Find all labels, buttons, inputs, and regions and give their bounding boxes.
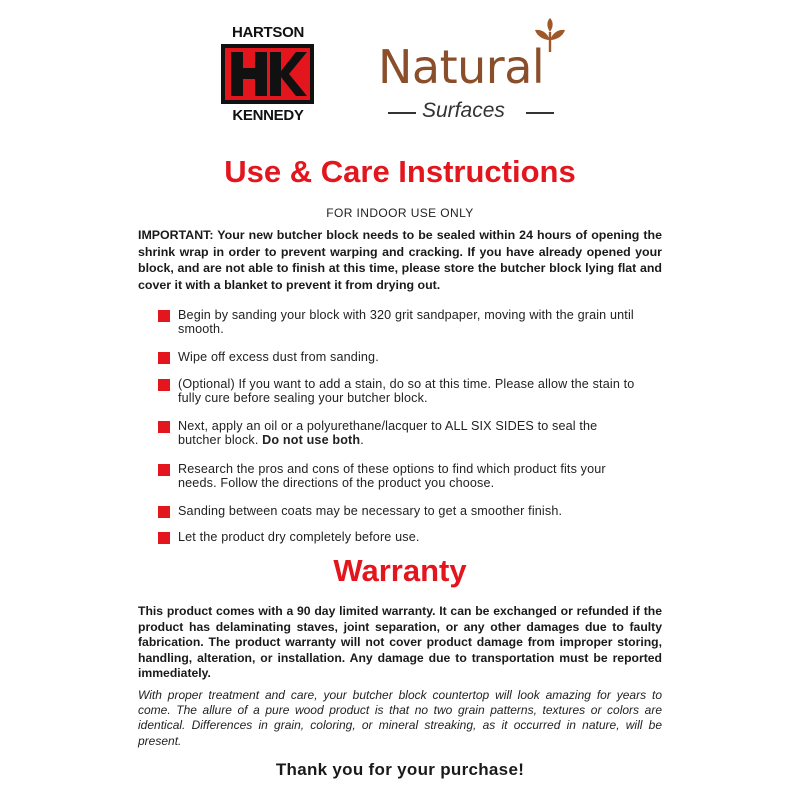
care-step	[158, 377, 658, 405]
hk-logo-bottom-text: KENNEDY	[232, 107, 304, 124]
subline-rule-right	[526, 112, 554, 114]
hartson-kennedy-logo	[220, 24, 316, 124]
indoor-use-note: FOR INDOOR USE ONLY	[326, 206, 474, 220]
care-step-text: Research the pros and cons of these options to find which product fits your needs. Follow the directions of the product you choose.	[178, 462, 606, 490]
natural-wordmark: Natural	[378, 40, 545, 94]
care-step	[158, 419, 658, 447]
care-step-text: Sanding between coats may be necessary to get a smoother finish.	[178, 504, 563, 518]
care-step	[158, 530, 658, 544]
care-step-emphasis: Do not use both	[262, 433, 361, 447]
logo-bar	[0, 18, 800, 130]
important-notice: IMPORTANT: Your new butcher block needs to be sealed within 24 hours of opening the shrink wrap in order to prevent warping and cracking. If you have already opened your block, and are not able to finish at this time, please store the butcher block lying flat and cover it with a blanket to prevent it from drying out.	[138, 228, 662, 292]
care-step	[158, 504, 658, 518]
red-square-bullet	[158, 352, 170, 364]
warranty-heading: Warranty	[333, 553, 467, 588]
red-square-bullet	[158, 379, 170, 391]
care-step	[158, 350, 658, 364]
care-step-text-main: Next, apply an oil or a polyurethane/lacquer to ALL SIX SIDES to seal the butcher block.	[178, 419, 598, 447]
thank-you-text: Thank you for your purchase!	[275, 760, 525, 779]
care-step-text: Wipe off excess dust from sanding.	[178, 350, 379, 364]
surfaces-text: Surfaces	[422, 99, 505, 122]
natural-surfaces-logo	[378, 18, 578, 130]
warranty-text: This product comes with a 90 day limited warranty. It can be exchanged or refunded if the product has delaminating staves, joint separation, or any other damages due to faulty fabrication. The product warranty will not cover product damage from improper storing, handling, alteration, or installation. Any damage due to transportation must be reported immediately.	[138, 604, 662, 680]
care-note-text: With proper treatment and care, your butcher block countertop will look amazing for years to come. The allure of a pure wood product is that no two grain patterns, textures or colors are identical. Differences in grain, coloring, or mineral streaking, as it occurred in nature, will be present.	[138, 688, 662, 748]
red-square-bullet	[158, 421, 170, 433]
surfaces-subline	[378, 100, 578, 124]
red-square-bullet	[158, 532, 170, 544]
care-step-text: (Optional) If you want to add a stain, do so at this time. Please allow the stain to fully cure before sealing your butcher block.	[178, 377, 635, 405]
care-step-text-tail: .	[360, 433, 364, 447]
subline-rule-left	[388, 112, 416, 114]
care-step	[158, 308, 658, 336]
page-title: Use & Care Instructions	[224, 154, 576, 189]
care-step-text	[158, 419, 658, 447]
red-square-bullet	[158, 506, 170, 518]
red-square-bullet	[158, 464, 170, 476]
red-square-bullet	[158, 310, 170, 322]
hk-logo-top-text: HARTSON	[231, 24, 305, 41]
care-step-text: Let the product dry completely before use.	[178, 530, 420, 544]
care-step	[158, 462, 658, 490]
care-step-text: Begin by sanding your block with 320 grit sandpaper, moving with the grain until smooth.	[178, 308, 634, 336]
hk-logo-mark	[221, 44, 314, 104]
